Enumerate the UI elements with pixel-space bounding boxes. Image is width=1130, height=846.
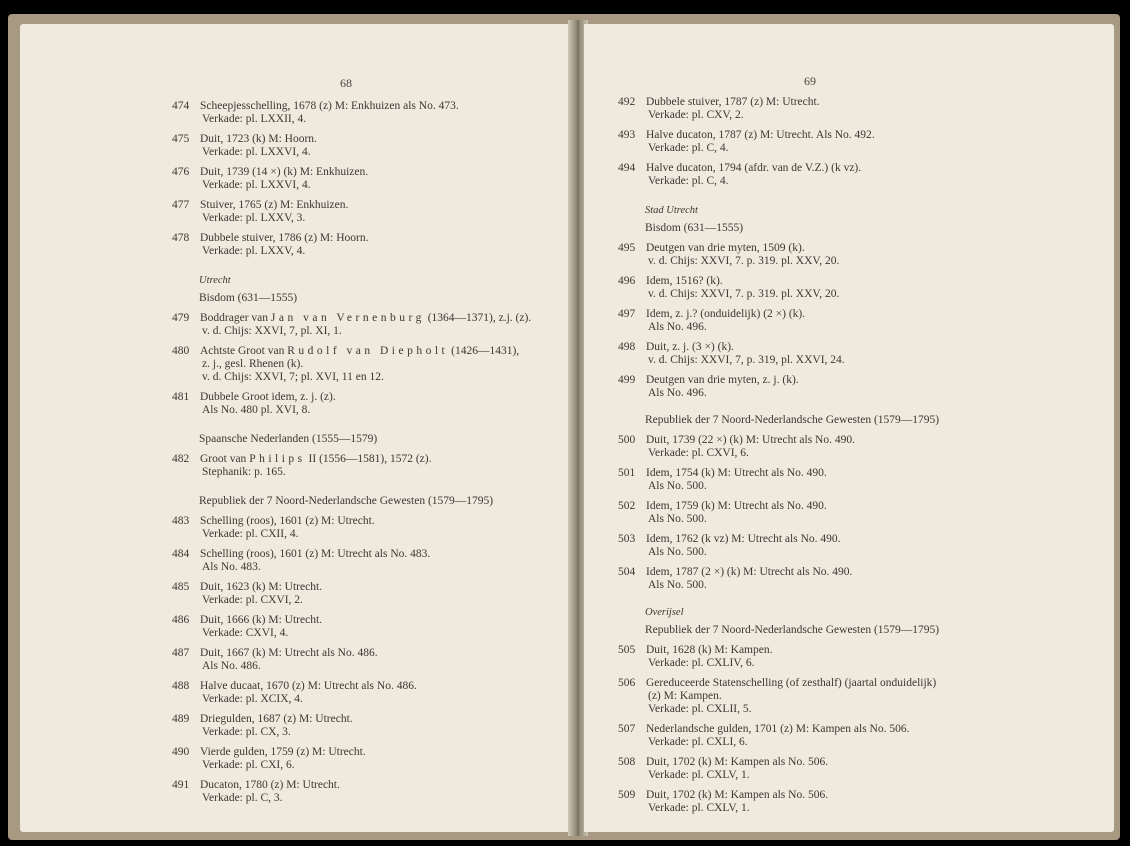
entry-reference: Verkade: pl. LXXV, 4. (202, 245, 306, 257)
entry-503 (618, 533, 1098, 559)
section-heading-republiek: Republiek der 7 Noord-Nederlandsche Gewesten (1579—1795) (645, 414, 940, 426)
entry-number: 499 (618, 374, 636, 386)
entry-reference: Verkade: pl. LXXV, 3. (202, 212, 306, 224)
entry-number: 505 (618, 644, 636, 656)
entry-491 (172, 779, 564, 805)
entry-text: Halve ducaat, 1670 (z) M: Utrecht als No. 486. (200, 680, 417, 692)
entry-text: (z) M: Kampen. (648, 690, 722, 702)
entry-489 (172, 713, 564, 739)
entry-number: 504 (618, 566, 636, 578)
section-heading-bisdom: Bisdom (631—1555) (199, 292, 298, 304)
entry-504 (618, 566, 1098, 592)
entry-text: Idem, 1762 (k vz) M: Utrecht als No. 490. (646, 533, 841, 545)
section-heading-overijsel: Overijsel (645, 607, 684, 618)
entry-text: Idem, 1787 (2 ×) (k) M: Utrecht als No. 490. (646, 566, 853, 578)
entry-text: Duit, 1623 (k) M: Utrecht. (200, 581, 323, 593)
entry-reference: Stephanik: p. 165. (202, 466, 286, 478)
entry-493 (618, 129, 1098, 155)
entry-number: 494 (618, 162, 636, 174)
entry-reference: Als No. 500. (648, 546, 707, 558)
entry-number: 492 (618, 96, 636, 108)
entry-476 (172, 166, 564, 192)
entry-497 (618, 308, 1098, 334)
entry-text: Dubbele Groot idem, z. j. (z). (200, 391, 336, 403)
entry-text: Dubbele stuiver, 1787 (z) M: Utrecht. (646, 96, 820, 108)
ruler-name: Philips (249, 453, 306, 465)
entry-text: Scheepjesschelling, 1678 (z) M: Enkhuizen als No. 473. (200, 100, 459, 112)
entry-501 (618, 467, 1098, 493)
entry-number: 491 (172, 779, 190, 791)
entry-number: 496 (618, 275, 636, 287)
entry-483 (172, 515, 564, 541)
entry-list (172, 100, 564, 812)
entry-reference: Verkade: pl. C, 4. (648, 175, 729, 187)
entry-text: Boddrager van Jan van Vernenburg (1364—1371), z.j. (z). (200, 312, 532, 324)
entry-reference: v. d. Chijs: XXVI, 7, pl. XI, 1. (202, 325, 342, 337)
entry-479 (172, 312, 564, 338)
entry-reference: Als No. 500. (648, 579, 707, 591)
entry-number: 503 (618, 533, 636, 545)
entry-reference: Als No. 486. (202, 660, 261, 672)
entry-text: Nederlandsche gulden, 1701 (z) M: Kampen als No. 506. (646, 723, 910, 735)
entry-505 (618, 644, 1098, 670)
entry-text: Duit, 1739 (14 ×) (k) M: Enkhuizen. (200, 166, 369, 178)
entry-number: 487 (172, 647, 190, 659)
entry-reference: Als No. 483. (202, 561, 261, 573)
entry-490 (172, 746, 564, 772)
entry-reference: Verkade: pl. CXLIV, 6. (648, 657, 755, 669)
entry-reference: v. d. Chijs: XXVI, 7, p. 319, pl. XXVI, 24. (648, 354, 845, 366)
entry-number: 488 (172, 680, 190, 692)
entry-number: 477 (172, 199, 190, 211)
entry-number: 493 (618, 129, 636, 141)
right-page (584, 24, 1114, 832)
entry-502 (618, 500, 1098, 526)
entry-reference: Als No. 480 pl. XVI, 8. (202, 404, 311, 416)
entry-number: 482 (172, 453, 190, 465)
entry-number: 508 (618, 756, 636, 768)
entry-number: 509 (618, 789, 636, 801)
ruler-name: Jan van Vernenburg (270, 312, 425, 324)
entry-495 (618, 242, 1098, 268)
section-heading-stad-utrecht: Stad Utrecht (645, 205, 698, 216)
entry-number: 486 (172, 614, 190, 626)
entry-507 (618, 723, 1098, 749)
entry-477 (172, 199, 564, 225)
entry-number: 502 (618, 500, 636, 512)
section-heading-bisdom: Bisdom (631—1555) (645, 222, 744, 234)
page-number: 68 (340, 76, 352, 90)
entry-text: Schelling (roos), 1601 (z) M: Utrecht. (200, 515, 375, 527)
ruler-name: Rudolf van Diepholt (287, 345, 449, 357)
entry-number: 507 (618, 723, 636, 735)
entry-number: 484 (172, 548, 190, 560)
entry-text: Achtste Groot van Rudolf van Diepholt (1426—1431), (200, 345, 520, 357)
entry-text: Idem, 1754 (k) M: Utrecht als No. 490. (646, 467, 827, 479)
entry-text: Halve ducaton, 1787 (z) M: Utrecht. Als No. 492. (646, 129, 875, 141)
entry-list (618, 96, 1098, 822)
entry-number: 498 (618, 341, 636, 353)
entry-number: 479 (172, 312, 190, 324)
entry-text: Driegulden, 1687 (z) M: Utrecht. (200, 713, 353, 725)
entry-text: Halve ducaton, 1794 (afdr. van de V.Z.) (k vz). (646, 162, 862, 174)
entry-text: Idem, z. j.? (onduidelijk) (2 ×) (k). (646, 308, 806, 320)
section-heading-republiek: Republiek der 7 Noord-Nederlandsche Gewesten (1579—1795) (199, 495, 494, 507)
section-heading-spaansche: Spaansche Nederlanden (1555—1579) (199, 433, 378, 445)
entry-text: Deutgen van drie myten, 1509 (k). (646, 242, 805, 254)
entry-484 (172, 548, 564, 574)
entry-number: 481 (172, 391, 190, 403)
entry-reference: Verkade: pl. CX, 3. (202, 726, 291, 738)
entry-509 (618, 789, 1098, 815)
entry-reference: Verkade: CXVI, 4. (202, 627, 289, 639)
entry-reference: Verkade: pl. CXLV, 1. (648, 802, 750, 814)
entry-number: 480 (172, 345, 190, 357)
entry-481 (172, 391, 564, 417)
entry-500 (618, 434, 1098, 460)
page-number: 69 (804, 74, 816, 88)
entry-text: Duit, 1702 (k) M: Kampen als No. 506. (646, 756, 829, 768)
entry-reference: Als No. 500. (648, 480, 707, 492)
entry-reference: Verkade: pl. CXV, 2. (648, 109, 744, 121)
entry-text: Gereduceerde Statenschelling (of zesthalf) (jaartal onduidelijk) (646, 677, 937, 689)
entry-number: 475 (172, 133, 190, 145)
entry-text: Duit, 1666 (k) M: Utrecht. (200, 614, 323, 626)
entry-text: Duit, 1667 (k) M: Utrecht als No. 486. (200, 647, 378, 659)
entry-text: Stuiver, 1765 (z) M: Enkhuizen. (200, 199, 349, 211)
entry-reference: Verkade: pl. CXVI, 2. (202, 594, 303, 606)
entry-480 (172, 345, 564, 384)
entry-reference: Verkade: pl. LXXVI, 4. (202, 146, 311, 158)
entry-reference: Als No. 500. (648, 513, 707, 525)
entry-number: 497 (618, 308, 636, 320)
entry-reference: Verkade: pl. CXI, 6. (202, 759, 295, 771)
entry-text: Deutgen van drie myten, z. j. (k). (646, 374, 799, 386)
entry-475 (172, 133, 564, 159)
entry-number: 506 (618, 677, 636, 689)
entry-486 (172, 614, 564, 640)
entry-number: 489 (172, 713, 190, 725)
entry-reference: Verkade: pl. LXXVI, 4. (202, 179, 311, 191)
entry-506 (618, 677, 1098, 716)
entry-474 (172, 100, 564, 126)
entry-text: z. j., gesl. Rhenen (k). (202, 358, 304, 370)
entry-text: Duit, 1702 (k) M: Kampen als No. 506. (646, 789, 829, 801)
entry-reference: Verkade: pl. CXII, 4. (202, 528, 299, 540)
entry-number: 500 (618, 434, 636, 446)
entry-reference: Verkade: pl. XCIX, 4. (202, 693, 303, 705)
entry-number: 474 (172, 100, 190, 112)
entry-reference: Verkade: pl. CXLV, 1. (648, 769, 750, 781)
entry-reference: Verkade: pl. LXXII, 4. (202, 113, 307, 125)
entry-reference: Als No. 496. (648, 387, 707, 399)
entry-text: Duit, 1723 (k) M: Hoorn. (200, 133, 317, 145)
entry-number: 490 (172, 746, 190, 758)
entry-reference: Als No. 496. (648, 321, 707, 333)
entry-text: Dubbele stuiver, 1786 (z) M: Hoorn. (200, 232, 369, 244)
entry-487 (172, 647, 564, 673)
entry-number: 501 (618, 467, 636, 479)
entry-text: Groot van Philips II (1556—1581), 1572 (z). (200, 453, 432, 465)
entry-number: 478 (172, 232, 190, 244)
section-heading-utrecht: Utrecht (199, 275, 231, 286)
entry-485 (172, 581, 564, 607)
entry-482 (172, 453, 564, 479)
entry-text: Idem, 1759 (k) M: Utrecht als No. 490. (646, 500, 827, 512)
entry-496 (618, 275, 1098, 301)
entry-478 (172, 232, 564, 258)
entry-reference: Verkade: pl. CXVI, 6. (648, 447, 749, 459)
entry-text: Idem, 1516? (k). (646, 275, 723, 287)
entry-number: 485 (172, 581, 190, 593)
entry-reference: v. d. Chijs: XXVI, 7. p. 319. pl. XXV, 20. (648, 288, 840, 300)
entry-reference: Verkade: pl. C, 3. (202, 792, 283, 804)
entry-499 (618, 374, 1098, 400)
entry-508 (618, 756, 1098, 782)
entry-reference: Verkade: pl. CXLI, 6. (648, 736, 748, 748)
entry-492 (618, 96, 1098, 122)
entry-text: Duit, z. j. (3 ×) (k). (646, 341, 734, 353)
entry-488 (172, 680, 564, 706)
entry-text: Schelling (roos), 1601 (z) M: Utrecht als No. 483. (200, 548, 431, 560)
entry-reference: v. d. Chijs: XXVI, 7; pl. XVI, 11 en 12. (202, 371, 384, 383)
left-page (20, 24, 572, 832)
entry-reference: Verkade: pl. C, 4. (648, 142, 729, 154)
entry-number: 495 (618, 242, 636, 254)
entry-number: 476 (172, 166, 190, 178)
entry-text: Vierde gulden, 1759 (z) M: Utrecht. (200, 746, 366, 758)
entry-reference: Verkade: pl. CXLII, 5. (648, 703, 752, 715)
entry-text: Duit, 1628 (k) M: Kampen. (646, 644, 773, 656)
entry-number: 483 (172, 515, 190, 527)
entry-498 (618, 341, 1098, 367)
entry-494 (618, 162, 1098, 188)
entry-text: Ducaton, 1780 (z) M: Utrecht. (200, 779, 340, 791)
entry-reference: v. d. Chijs: XXVI, 7. p. 319. pl. XXV, 20. (648, 255, 840, 267)
entry-text: Duit, 1739 (22 ×) (k) M: Utrecht als No. 490. (646, 434, 855, 446)
section-heading-republiek: Republiek der 7 Noord-Nederlandsche Gewesten (1579—1795) (645, 624, 940, 636)
